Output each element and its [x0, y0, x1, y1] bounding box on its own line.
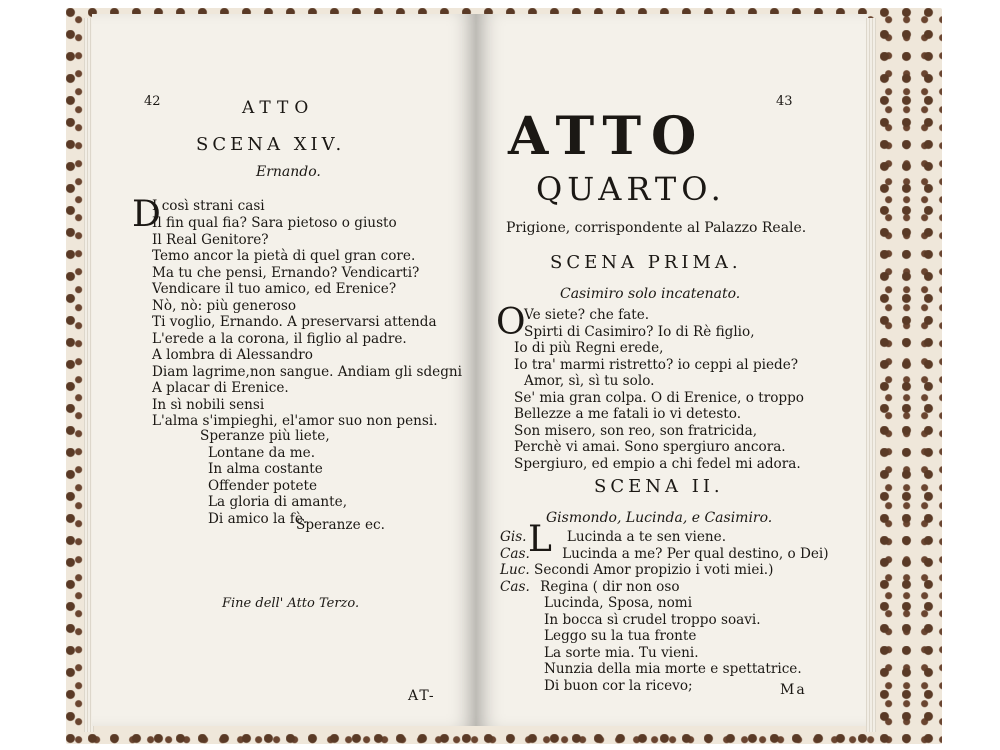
page-number-right: 43	[776, 94, 793, 109]
dialogue-line: Cas. Regina ( dir non oso	[500, 578, 680, 595]
scene-heading-left: SCENA XIV.	[196, 134, 346, 155]
verse-line: Ve siete? che fate.	[524, 307, 650, 323]
catchword-right: Ma	[780, 682, 807, 698]
verse-line: A lombra di Alessandro	[152, 347, 313, 363]
verse-line: Vendicare il tuo amico, ed Erenice?	[152, 281, 397, 297]
verse-line: A placar di Erenice.	[152, 380, 289, 396]
verse-line: Io tra' marmi ristretto? io ceppi al piede?	[514, 356, 799, 373]
drop-cap-scene2: L	[528, 519, 552, 560]
right-page	[476, 14, 868, 726]
drop-cap-left: D	[132, 194, 161, 235]
verse-line: Diam lagrime,non sangue. Andiam gli sdegni	[152, 363, 462, 380]
verse-line: Amor, sì, sì tu solo.	[524, 373, 655, 389]
verse-line: Perchè vi amai. Sono spergiuro ancora.	[514, 439, 786, 455]
verse-line: Ma tu che pensi, Ernando? Vendicarti?	[152, 264, 420, 281]
aria-line: Di amico la fè.	[208, 510, 308, 527]
verse-line: Son misero, son reo, son fratricida,	[514, 422, 758, 439]
verse-line: Bellezze a me fatali io vi detesto.	[514, 406, 742, 422]
end-of-act: Fine dell' Atto Terzo.	[222, 596, 360, 611]
verse-line: Se' mia gran colpa. O di Erenice, o troppo	[514, 389, 804, 406]
verse-block-scene1	[514, 307, 804, 472]
verse-line: Spirti di Casimiro? Io di Rè figlio,	[524, 323, 755, 340]
verse-line: Nò, nò: più generoso	[152, 297, 297, 314]
aria-end: Speranze ec.	[296, 517, 385, 533]
dialogue-line: Cas. Lucinda a me? Per qual destino, o Dei)	[500, 545, 829, 562]
verse-line: Io di più Regni erede,	[514, 340, 664, 356]
verse-line: Temo ancor la pietà di quel gran core.	[152, 248, 416, 264]
catchword-left: AT-	[408, 688, 436, 704]
dialogue-line: Luc. Secondi Amor propizio i voti miei.)	[500, 562, 774, 578]
speaker: Gis.	[500, 529, 527, 545]
verse-line: In sì nobili sensi	[152, 396, 265, 413]
aria-line: Offender potete	[208, 477, 318, 494]
verse-line: I così strani casi	[152, 198, 265, 214]
drop-cap-right: O	[496, 302, 526, 343]
scene1-character: Casimiro solo incatenato.	[560, 286, 741, 302]
page-edges-right	[866, 18, 876, 732]
aria-block	[152, 428, 347, 527]
aria-line: Speranze più liete,	[200, 428, 330, 444]
scene-setting: Prigione, corrispondente al Palazzo Reale.	[506, 220, 807, 236]
act-subtitle: QUARTO.	[536, 170, 726, 208]
verse-line: L'alma s'impieghi, el'amor suo non pensi.	[152, 413, 438, 429]
left-page	[92, 14, 476, 726]
dialogue-line: Leggo su la tua fronte	[544, 628, 697, 644]
verse-line: Ti voglio, Ernando. A preservarsi attenda	[152, 314, 437, 330]
scene-heading-second: SCENA II.	[594, 476, 724, 497]
aria-line: Lontane da me.	[208, 444, 316, 461]
verse-line: Il Real Genitore?	[152, 231, 269, 248]
verse-line: Il fin qual fia? Sara pietoso o giusto	[152, 215, 397, 231]
dialogue-line: Nunzia della mia morte e spettatrice.	[544, 661, 802, 677]
verse-block-left	[152, 198, 265, 215]
speaker: Luc.	[500, 562, 530, 578]
page-number-left: 42	[144, 94, 161, 109]
dialogue-line: Lucinda, Sposa, nomi	[544, 595, 693, 611]
dialogue-line: Di buon cor la ricevo;	[544, 677, 693, 694]
aria-line: La gloria di amante,	[208, 494, 348, 510]
dialogue-line: Gis. Lucinda a te sen viene.	[500, 529, 727, 545]
verse-line: Spergiuro, ed empio a chi fedel mi adora.	[514, 455, 801, 472]
speaker: Cas.	[500, 545, 530, 562]
verse-block-left-main	[152, 215, 462, 430]
aria-line: In alma costante	[208, 461, 323, 477]
dialogue-line: La sorte mia. Tu vieni.	[544, 644, 699, 661]
character-name: Ernando.	[256, 164, 321, 180]
scene2-characters: Gismondo, Lucinda, e Casimiro.	[546, 510, 773, 526]
act-title: ATTO	[508, 106, 707, 167]
running-head: ATTO	[242, 98, 315, 118]
dialogue-line: In bocca sì crudel troppo soavi.	[544, 611, 761, 628]
scene-heading-first: SCENA PRIMA.	[550, 252, 742, 273]
speaker: Cas.	[500, 578, 530, 595]
verse-line: L'erede a la corona, il figlio al padre.	[152, 330, 407, 347]
dialogue-block	[500, 529, 829, 694]
